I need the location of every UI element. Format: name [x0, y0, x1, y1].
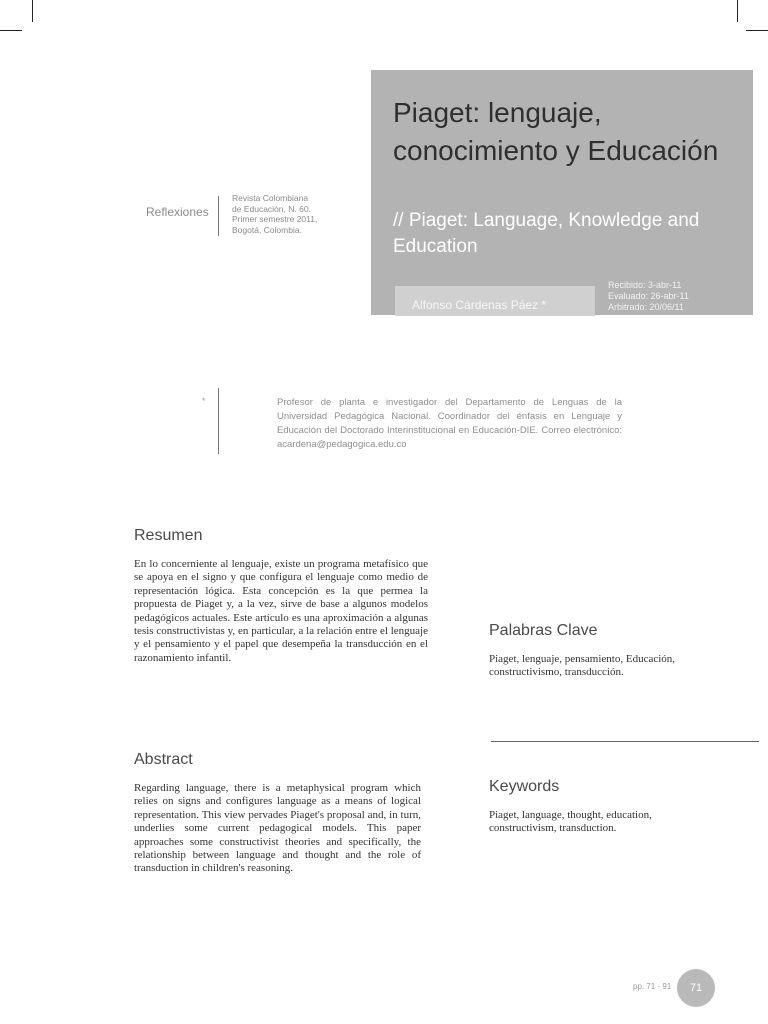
article-title: Piaget: lenguaje, conocimiento y Educación	[393, 97, 719, 166]
journal-line: Bogotá, Colombia.	[232, 224, 302, 235]
palabras-clave-heading: Palabras Clave	[489, 622, 598, 639]
article-dates	[608, 280, 748, 313]
author-name: Alfonso Cárdenas Páez *	[412, 298, 547, 312]
crop-mark	[737, 0, 738, 22]
date-refereed: Arbitrado: 20/06/11	[608, 302, 684, 312]
footnote-marker: *	[202, 396, 206, 406]
crop-mark	[0, 30, 22, 31]
section-divider	[491, 741, 759, 742]
author-footnote: Profesor de planta e investigador del Departamento de Lenguas de la Universidad Pedagógica Nacional. Coordinador del énfasis en Lenguaje y Educación del Doctorado Interinstitucional en Educación-DIE. Correo electrónico: acardena@pedagogica.edu.co	[277, 397, 622, 450]
crop-mark	[32, 0, 33, 22]
journal-line: Primer semestre 2011,	[232, 214, 318, 224]
resumen-heading: Resumen	[134, 527, 203, 544]
keywords-text: Piaget, language, thought, education, constructivism, transduction.	[489, 809, 652, 835]
divider-line	[218, 196, 219, 236]
crop-mark	[746, 30, 768, 31]
article-subtitle: // Piaget: Language, Knowledge and Education	[393, 210, 700, 257]
page-range: pp. 71 - 91	[633, 982, 672, 991]
journal-line: Revista Colombiana	[232, 193, 309, 203]
abstract-text: Regarding language, there is a metaphysical program which relies on signs and configures language as a means of logical representation. This view pervades Piaget's proposal and, in turn, underlies some current pedagogical models. This paper approaches some constructivist theories and specifically, the relationship between language and thought and the role of transduction in children's reasoning.	[134, 782, 421, 875]
keywords-heading: Keywords	[489, 778, 560, 795]
abstract-heading: Abstract	[134, 751, 193, 768]
section-label: Reflexiones	[146, 205, 209, 219]
date-evaluated: Evaluado: 26-abr-11	[608, 291, 689, 301]
date-received: Recibido: 3-abr-11	[608, 280, 682, 290]
journal-info	[232, 193, 342, 235]
page-number-badge	[677, 969, 715, 1007]
resumen-text: En lo concerniente al lenguaje, existe un programa metafísico que se apoya en el signo y que configura el lenguaje como medio de representación lógica. Esta concepción es la que permea la propuesta de Piaget y, a la vez, sirve de base a algunos modelos pedagógicos actuales. Este artículo es una aproximación a algunas tesis constructivistas y, en particular, a la relación entre el lenguaje y el pensamiento y el papel que desempeña la transducción en el razonamiento infantil.	[134, 558, 428, 664]
divider-line	[218, 388, 219, 454]
journal-line: de Educación, N. 60.	[232, 203, 311, 214]
page-number: 71	[689, 982, 703, 994]
palabras-clave-text: Piaget, lenguaje, pensamiento, Educación, constructivismo, transducción.	[489, 653, 676, 679]
